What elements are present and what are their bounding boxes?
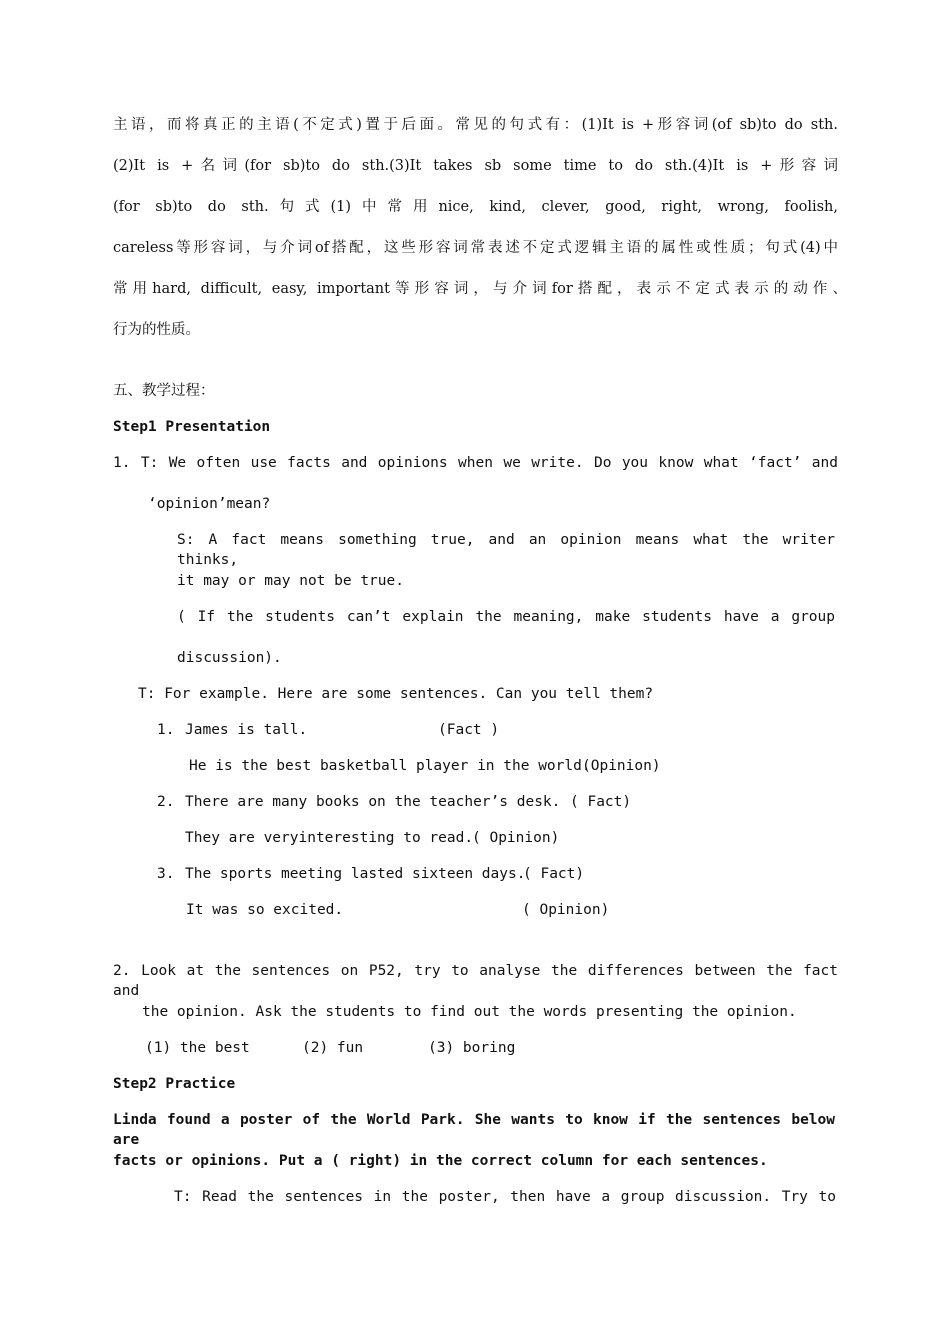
opinion-word: (3) boring	[428, 1040, 516, 1056]
example-fact-sentence: There are many books on the teacher’s desk.	[185, 794, 561, 810]
example-opinion-tag: ( Opinion)	[472, 830, 560, 846]
step2-title: Step2 Practice	[113, 1076, 236, 1092]
student-answer-line-1: S: A fact means something true, and an opinion means what the writer thinks,	[177, 532, 835, 568]
step1-title: Step1 Presentation	[113, 419, 271, 435]
example-number: 3.	[157, 866, 175, 882]
note-line-2: discussion).	[177, 650, 282, 666]
example-opinion-tag: ( Opinion)	[522, 902, 610, 918]
step2-teacher-line: T: Read the sentences in the poster, then have a group discussion. Try to	[174, 1189, 836, 1205]
example-fact-tag: ( Fact)	[570, 794, 632, 810]
example-number: 2.	[157, 794, 175, 810]
item1-line-1: 1. T: We often use facts and opinions when we write. Do you know what ‘fact’ and	[113, 455, 838, 471]
note-line-1: ( If the students can’t explain the meaning, make students have a group	[177, 609, 835, 625]
example-fact-sentence: The sports meeting lasted sixteen days.	[185, 866, 526, 882]
intro-line-2: (2)It is +名词(for sb)to do sth.(3)It takes sb some time to do sth.(4)It is +形容词	[113, 158, 838, 174]
step2-instruction-line-1: Linda found a poster of the World Park. She wants to know if the sentences below are	[113, 1112, 835, 1148]
section-title: 五、教学过程：	[113, 383, 215, 399]
example-fact-tag: (Fact )	[438, 722, 500, 738]
example-number: 1.	[157, 722, 175, 738]
step2-instruction-line-2: facts or opinions. Put a ( right) in the correct column for each sentences.	[113, 1153, 768, 1169]
example-opinion-sentence: They are veryinteresting to read.	[185, 830, 474, 846]
intro-line-5: 常用hard, difficult, easy, important等形容词，与介词for搭配，表示不定式表示的动作、	[113, 281, 847, 297]
item2-line-2: the opinion. Ask the students to find out the words presenting the opinion.	[142, 1004, 797, 1020]
teacher-example-line: T: For example. Here are some sentences. Can you tell them?	[138, 686, 654, 702]
student-answer-line-2: it may or may not be true.	[177, 573, 404, 589]
intro-line-4: careless等形容词，与介词of搭配，这些形容词常表述不定式逻辑主语的属性或性质；句式(4)中	[113, 240, 838, 256]
intro-line-6: 行为的性质。	[113, 322, 200, 338]
opinion-word: (2) fun	[302, 1040, 364, 1056]
opinion-word: (1) the best	[145, 1040, 250, 1056]
item1-line-2: ‘opinion’mean?	[148, 496, 271, 512]
item2-line-1: 2. Look at the sentences on P52, try to analyse the differences between the fact and	[113, 963, 838, 999]
example-fact-tag: ( Fact)	[523, 866, 585, 882]
example-fact-sentence: James is tall.	[185, 722, 308, 738]
example-opinion-sentence: It was so excited.	[186, 902, 344, 918]
example-opinion-sentence: He is the best basketball player in the world.	[189, 758, 591, 774]
example-opinion-tag: (Opinion)	[582, 758, 661, 774]
intro-line-1: 主语，而将真正的主语(不定式)置于后面。常见的句式有：(1)It is +形容词(of sb)to do sth.	[113, 117, 838, 133]
intro-line-3: (for sb)to do sth.句式(1)中常用nice, kind, clever, good, right, wrong, foolish,	[113, 199, 838, 215]
